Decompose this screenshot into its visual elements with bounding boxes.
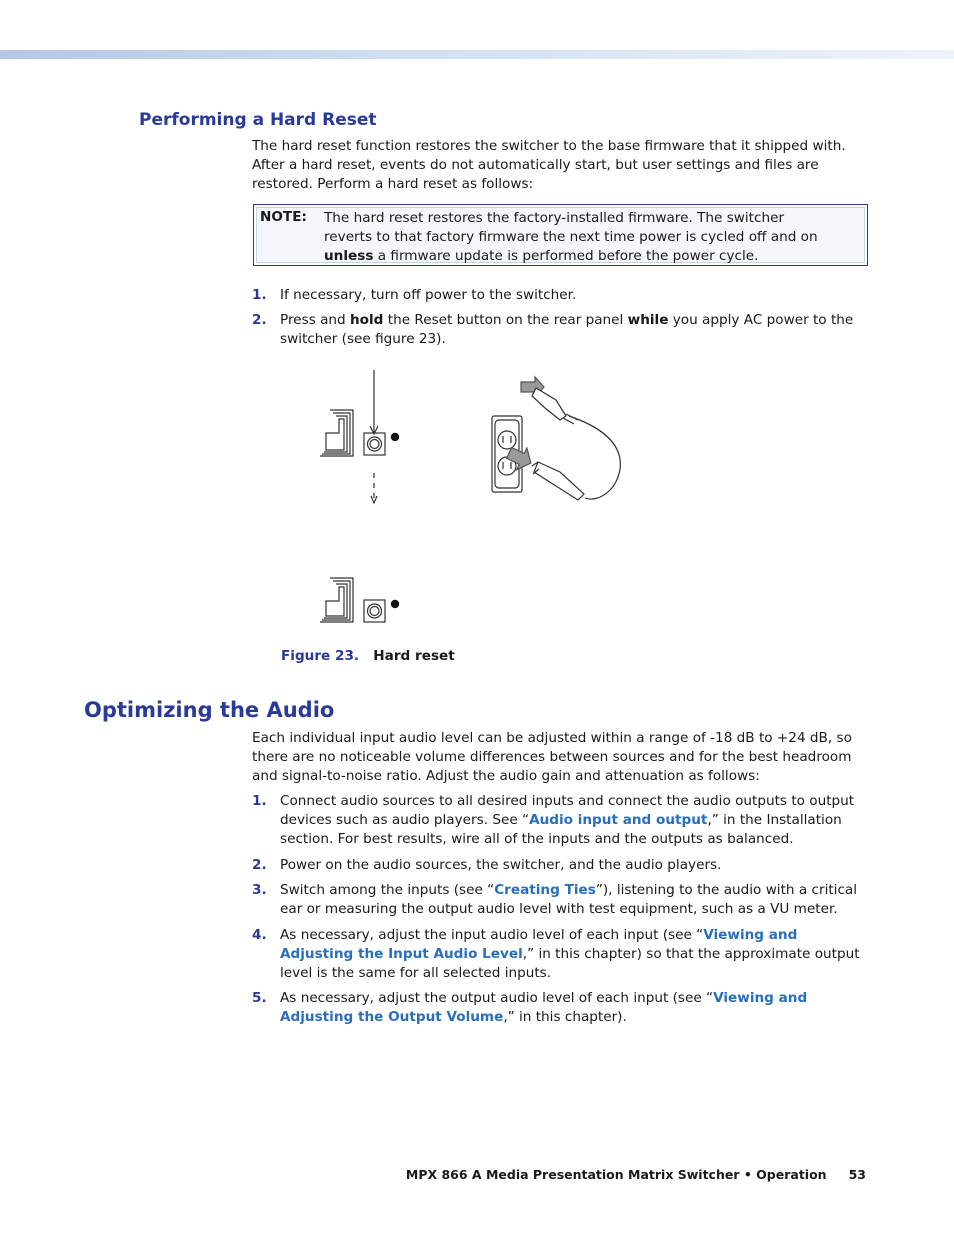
- section-heading-optimizing-audio: Optimizing the Audio: [84, 698, 335, 722]
- reset-button-icon: [364, 433, 399, 455]
- link-audio-input-output[interactable]: Audio input and output: [529, 812, 708, 828]
- audio-step-4: [252, 926, 872, 983]
- step-text: Switch among the inputs (see “Creating Ties”), listening to the audio with a critical ear or measuring the output audio level with test equipment, such as a VU meter.: [280, 882, 858, 917]
- hard-reset-intro: The hard reset function restores the switcher to the base firmware that it shipped with. After a hard reset, events do not automatically start, but user settings and files are restored. Perform a hard reset as follows:: [252, 138, 846, 192]
- page-footer: [406, 1167, 866, 1182]
- step-text: As necessary, adjust the output audio level of each input (see “Viewing and Adjusting the Output Volume,” in this chapter).: [280, 990, 808, 1025]
- figure-caption: [281, 648, 455, 664]
- note-box: [253, 204, 868, 266]
- step-number: 5.: [252, 990, 267, 1006]
- audio-step-2: [252, 856, 872, 875]
- figure-number: Figure 23.: [281, 648, 360, 664]
- rear-panel-top: [320, 410, 353, 456]
- audio-intro: Each individual input audio level can be adjusted within a range of -18 dB to +24 dB, so there are no noticeable volume differences between sources and for the best headroom and signal-to-noise ratio. Adjust the audio gain and attenuation as follows:: [252, 730, 852, 784]
- audio-step-5: [252, 989, 872, 1027]
- header-gradient-bar: [0, 50, 954, 59]
- step-number: 2.: [252, 857, 267, 873]
- step-number: 4.: [252, 927, 267, 943]
- note-label: NOTE:: [260, 209, 307, 225]
- step-text: As necessary, adjust the input audio level of each input (see “Viewing and Adjusting the Input Audio Level,” in this chapter) so that the approximate output level is the same for all selected inputs.: [280, 927, 860, 981]
- step-text: If necessary, turn off power to the switcher.: [280, 287, 577, 303]
- footer-title: MPX 866 A Media Presentation Matrix Switcher • Operation: [405, 1167, 827, 1182]
- link-output-volume[interactable]: Viewing and Adjusting the Output Volume: [280, 990, 808, 1025]
- page-number: 53: [848, 1167, 866, 1182]
- step-text: Press and hold the Reset button on the rear panel while you apply AC power to the switcher (see figure 23).: [280, 312, 854, 347]
- link-creating-ties[interactable]: Creating Ties: [494, 882, 596, 898]
- section-heading-hard-reset: Performing a Hard Reset: [139, 110, 377, 130]
- reset-step-1: [252, 286, 872, 305]
- audio-step-3: [252, 881, 872, 919]
- hard-reset-illustration: [310, 365, 630, 635]
- note-text: The hard reset restores the factory-installed firmware. The switcher reverts to that factory firmware the next time power is cycled off and on unless a firmware update is performed before the power cycle.: [324, 210, 818, 264]
- link-input-audio-level[interactable]: Viewing and Adjusting the Input Audio Level: [280, 927, 798, 962]
- step-text: Power on the audio sources, the switcher, and the audio players.: [280, 857, 722, 873]
- step-number: 3.: [252, 882, 267, 898]
- audio-step-1: [252, 792, 872, 849]
- step-number: 1.: [252, 287, 267, 303]
- reset-step-2: [252, 311, 872, 349]
- step-number: 1.: [252, 793, 267, 809]
- step-number: 2.: [252, 312, 267, 328]
- rear-panel-bottom: [320, 578, 399, 622]
- figure-title: Hard reset: [373, 648, 455, 664]
- step-text: Connect audio sources to all desired inputs and connect the audio outputs to output devices such as audio players. See “Audio input and output,” in the Installation section. For best results, wire all of the inputs and the outputs as balanced.: [280, 793, 855, 847]
